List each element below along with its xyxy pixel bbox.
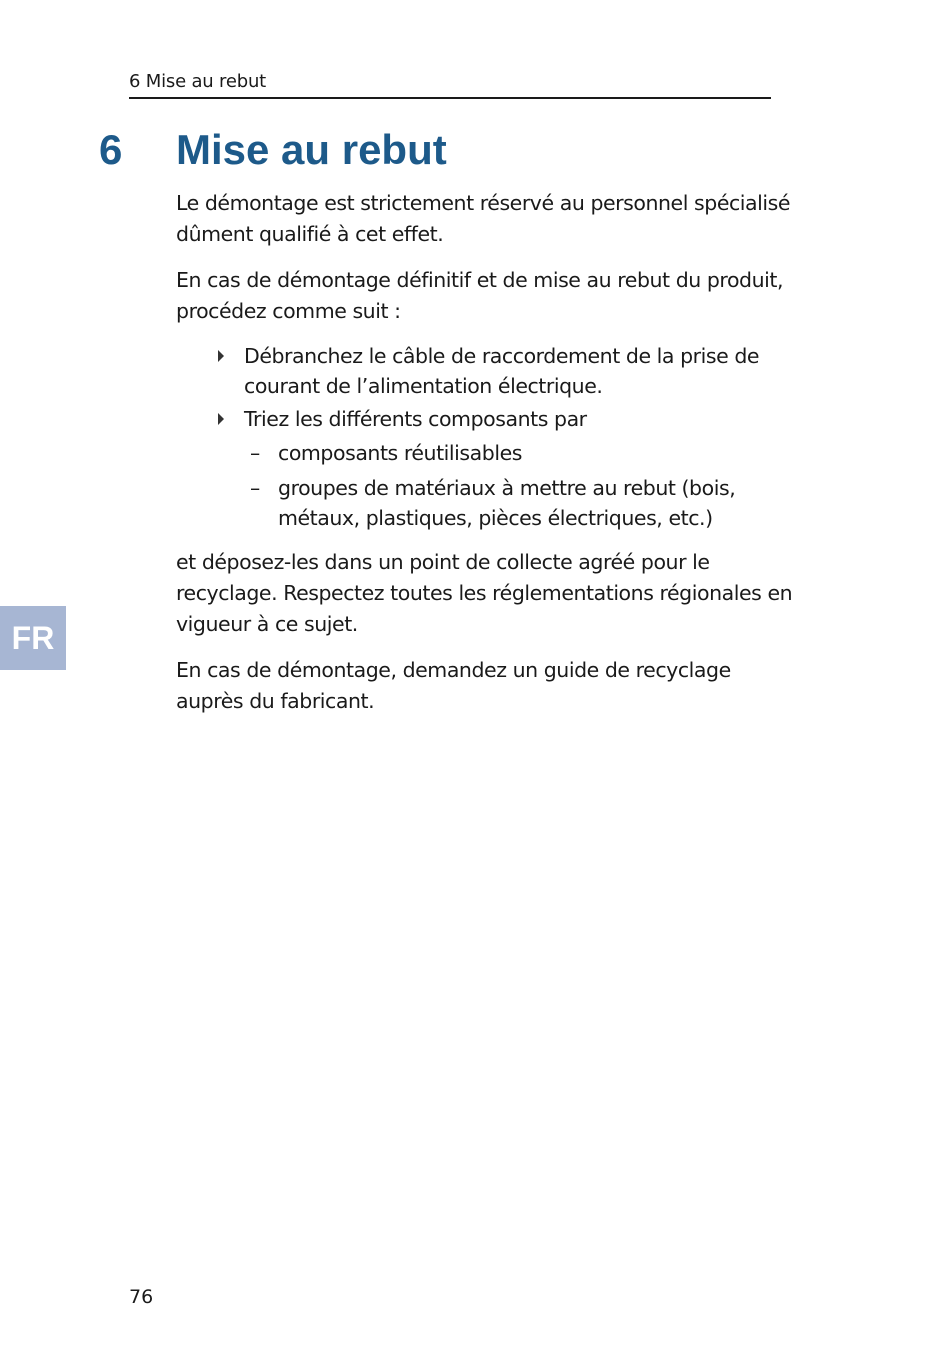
triangle-bullet-icon — [218, 413, 224, 425]
dash-bullet-icon: – — [250, 440, 260, 465]
list-item — [176, 342, 796, 401]
running-header: 6 Mise au rebut — [129, 70, 771, 99]
paragraph-collection-point: et déposez-les dans un point de collecte agréé pour le recyclage. Respectez toutes les réglementations régionales en vigueur à ce sujet. — [176, 550, 793, 636]
dash-bullet-icon: – — [250, 476, 260, 500]
sub-list-item-text: composants réutilisables — [278, 440, 522, 465]
list-item-text: Triez les différents composants par — [244, 407, 587, 431]
chapter-number: 6 — [99, 126, 123, 173]
sub-list — [244, 439, 796, 534]
triangle-bullet-icon — [218, 350, 224, 362]
paragraph-recycling-guide: En cas de démontage, demandez un guide de recyclage auprès du fabricant. — [176, 658, 731, 713]
language-tab: FR — [0, 606, 66, 670]
sub-list-item — [244, 439, 796, 469]
body-text — [176, 188, 796, 732]
sub-list-item-text: groupes de matériaux à mettre au rebut (bois, métaux, plastiques, pièces électriques, etc.) — [278, 476, 736, 530]
list-item — [176, 405, 796, 533]
bullet-list — [176, 342, 796, 533]
paragraph-procedure-intro: En cas de démontage définitif et de mise au rebut du produit, procédez comme suit : — [176, 268, 784, 323]
page-number: 76 — [129, 1286, 154, 1308]
chapter-title: Mise au rebut — [176, 126, 447, 173]
list-item-text: Débranchez le câble de raccordement de la prise de courant de l’alimentation électrique. — [244, 344, 760, 398]
paragraph-qualified-personnel: Le démontage est strictement réservé au personnel spécialisé dûment qualifié à cet effet. — [176, 191, 791, 246]
sub-list-item — [244, 474, 796, 533]
